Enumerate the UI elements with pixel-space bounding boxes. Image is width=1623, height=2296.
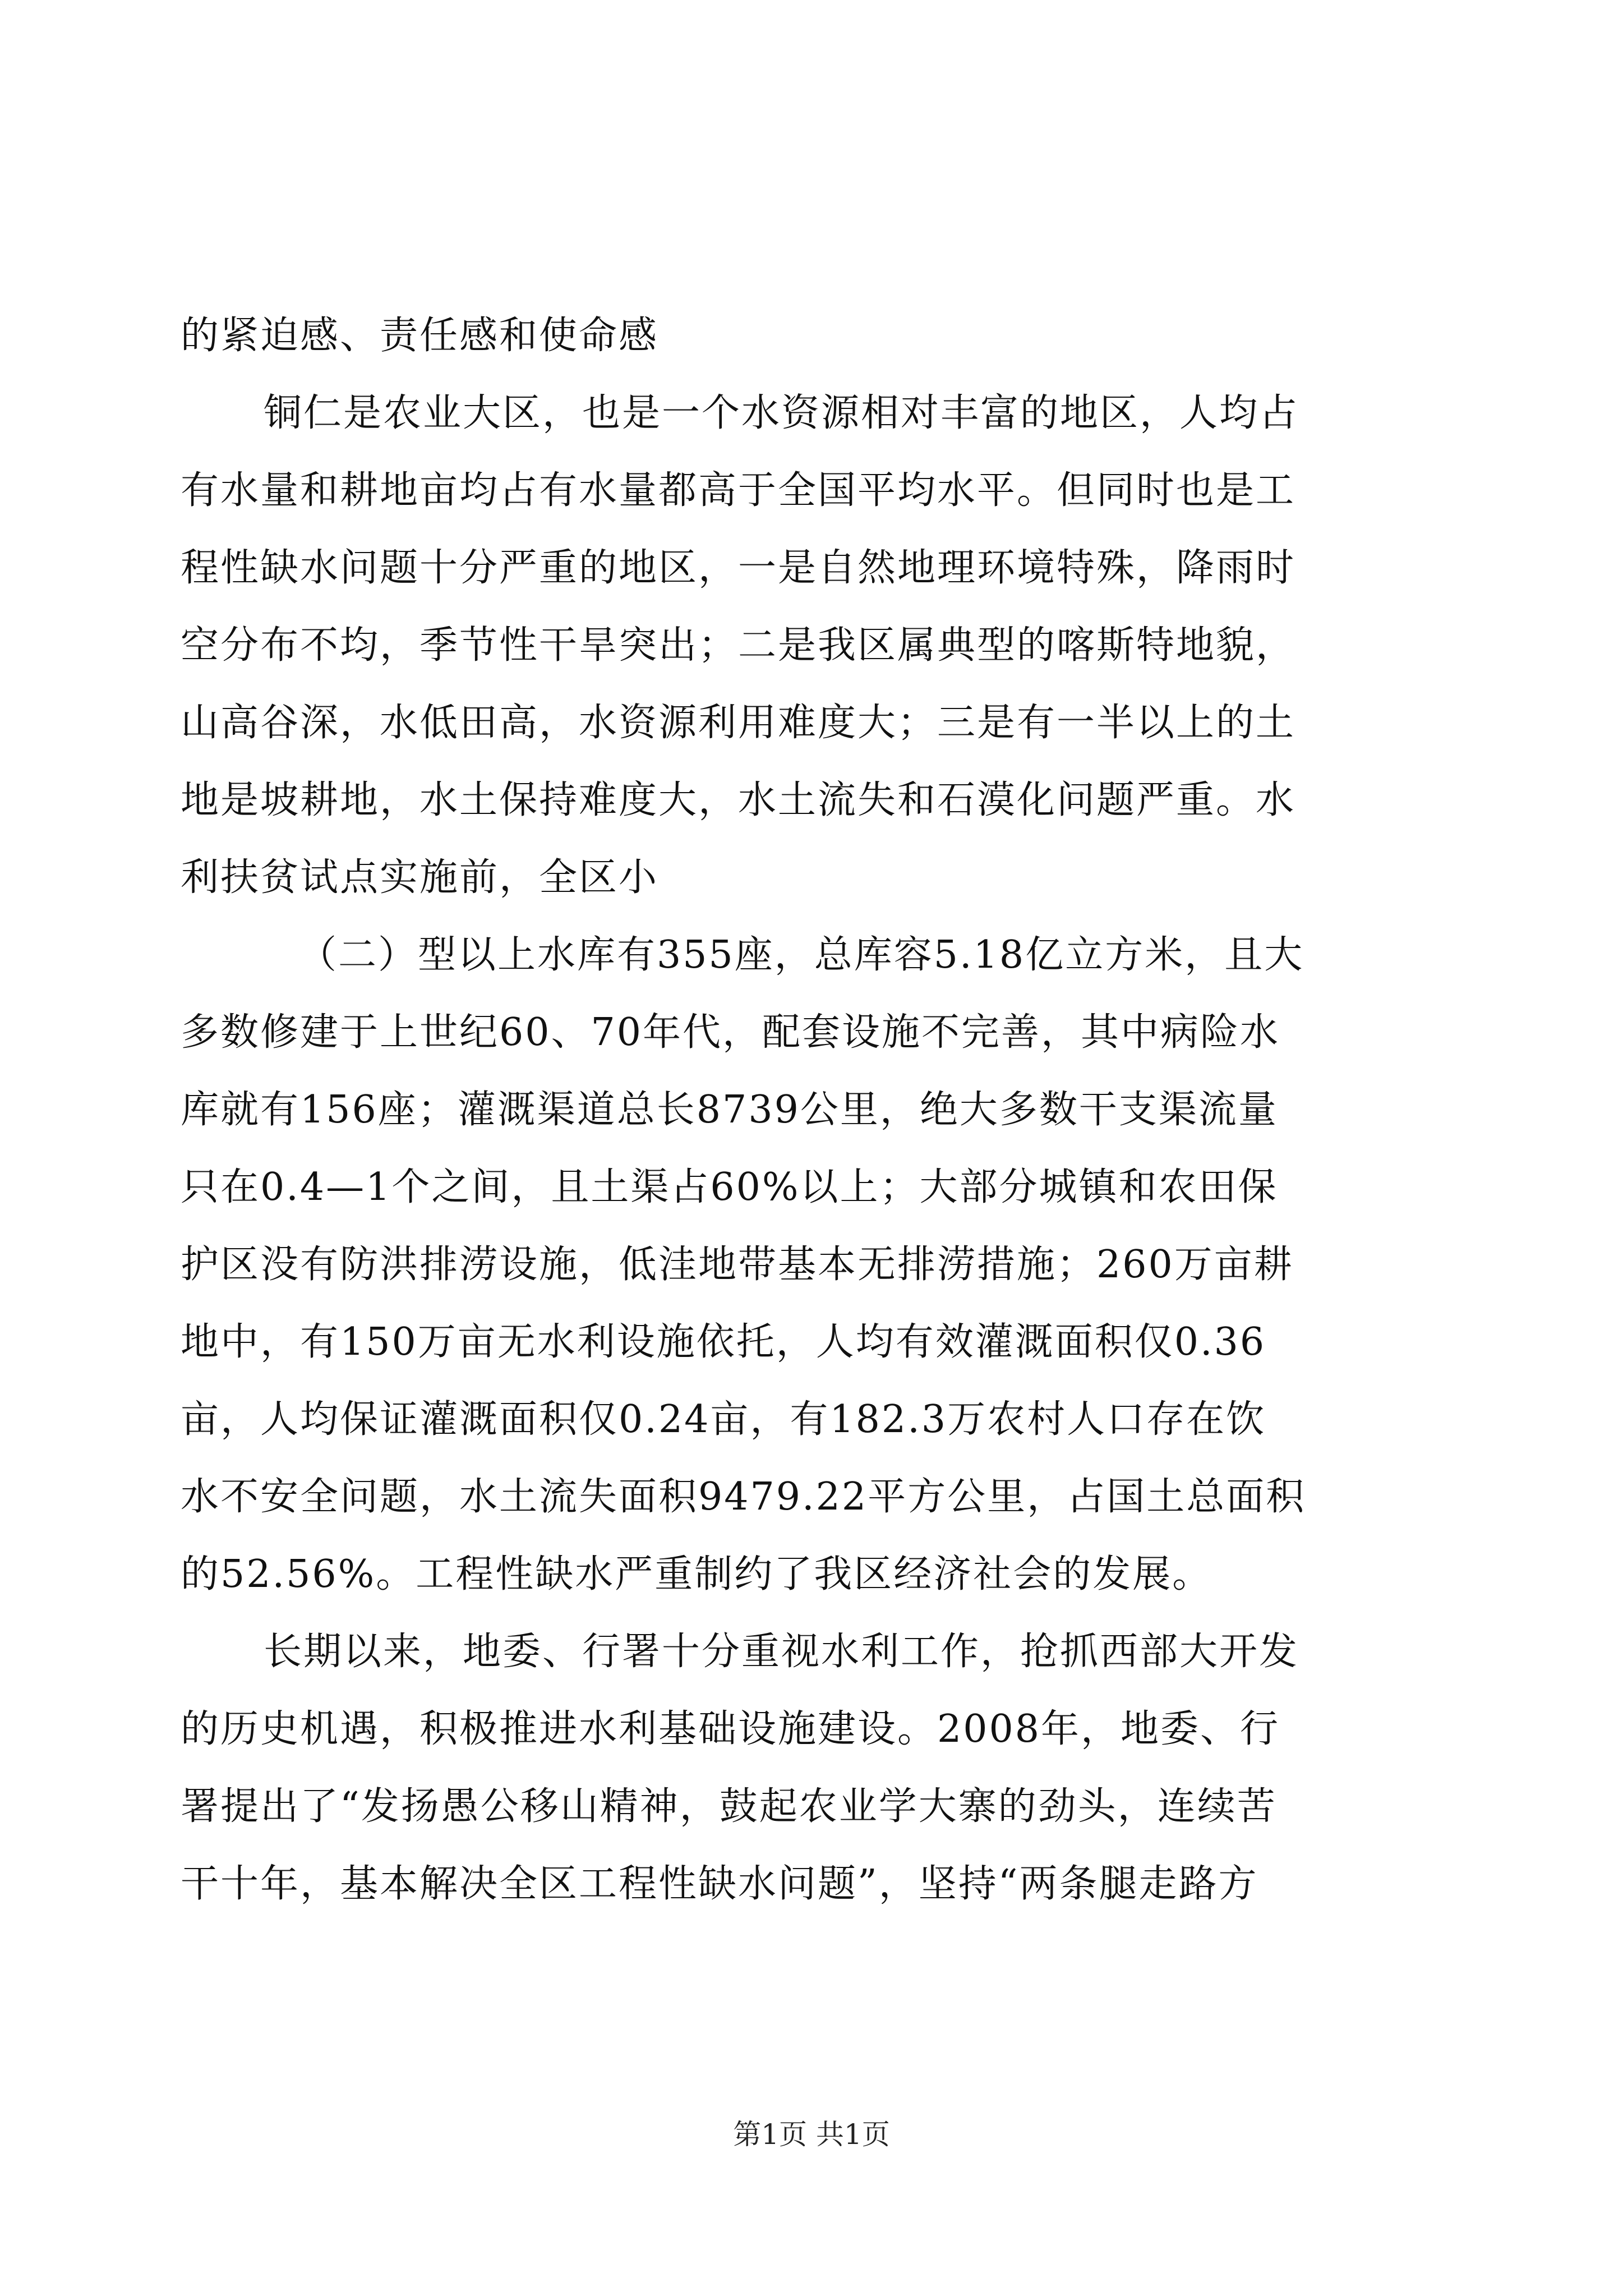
text-line: 亩，人均保证灌溉面积仅0.24亩，有182.3万农村人口存在饮 bbox=[181, 1397, 1266, 1442]
text-line: 只在0.4—1个之间，且土渠占60%以上；大部分城镇和农田保 bbox=[181, 1165, 1278, 1209]
text-line: 空分布不均，季节性干旱突出；二是我区属典型的喀斯特地貌， bbox=[181, 623, 1296, 668]
text-line: 库就有156座；灌溉渠道总长8739公里，绝大多数干支渠流量 bbox=[181, 1088, 1278, 1132]
text-line: 程性缺水问题十分严重的地区，一是自然地理环境特殊，降雨时 bbox=[181, 546, 1296, 590]
text-line: 的52.56%。工程性缺水严重制约了我区经济社会的发展。 bbox=[181, 1552, 1212, 1596]
paragraph-start-line: （二）型以上水库有355座，总库容5.18亿立方米，且大 bbox=[298, 933, 1304, 977]
text-line: 署提出了“发扬愚公移山精神，鼓起农业学大寨的劲头，连续苦 bbox=[181, 1784, 1277, 1829]
text-line: 水不安全问题，水土流失面积9479.22平方公里，占国土总面积 bbox=[181, 1475, 1306, 1519]
text-line: 多数修建于上世纪60、70年代，配套设施不完善，其中病险水 bbox=[181, 1010, 1280, 1055]
text-line: 的历史机遇，积极推进水利基础设施建设。2008年，地委、行 bbox=[181, 1707, 1280, 1751]
body-text bbox=[181, 297, 1459, 1923]
text-line: 的紧迫感、责任感和使命感 bbox=[181, 314, 659, 358]
page-footer: 第1页 共1页 bbox=[733, 2118, 890, 2151]
text-line: 地中，有150万亩无水利设施依托，人均有效灌溉面积仅0.36 bbox=[181, 1320, 1266, 1364]
text-line: 山高谷深，水低田高，水资源利用难度大；三是有一半以上的土 bbox=[181, 701, 1296, 745]
text-line: 有水量和耕地亩均占有水量都高于全国平均水平。但同时也是工 bbox=[181, 468, 1296, 513]
text-line: 地是坡耕地，水土保持难度大，水土流失和石漠化问题严重。水 bbox=[181, 778, 1296, 822]
text-line: 利扶贫试点实施前，全区小 bbox=[181, 855, 659, 900]
text-line: 干十年，基本解决全区工程性缺水问题”，坚持“两条腿走路方 bbox=[181, 1862, 1258, 1906]
paragraph-start-line: 铜仁是农业大区，也是一个水资源相对丰富的地区，人均占 bbox=[264, 391, 1299, 435]
paragraph-start-line: 长期以来，地委、行署十分重视水利工作，抢抓西部大开发 bbox=[264, 1630, 1299, 1674]
text-line: 护区没有防洪排涝设施，低洼地带基本无排涝措施；260万亩耕 bbox=[181, 1243, 1294, 1287]
